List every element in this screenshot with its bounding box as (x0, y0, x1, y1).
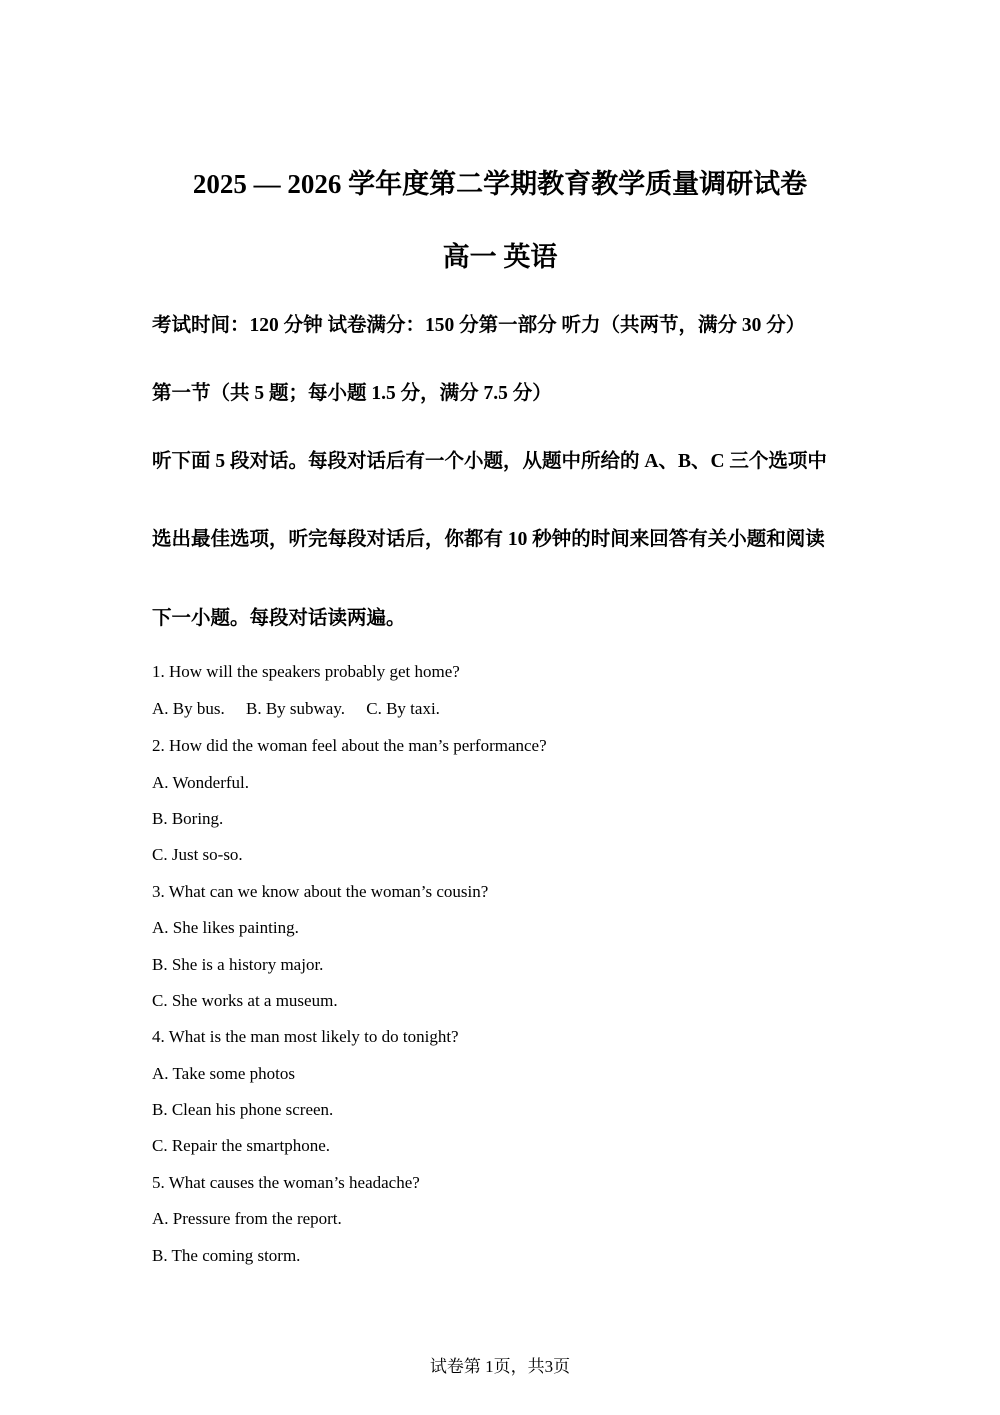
question-stem: 5. What causes the woman’s headache? (152, 1173, 420, 1192)
instruction-line: 听下面 5 段对话。每段对话后有一个小题，从题中所给的 A、B、C 三个选项中 (152, 451, 827, 472)
section-heading: 第一节（共 5 题；每小题 1.5 分，满分 7.5 分） (152, 383, 552, 404)
question-option: B. She is a history major. (152, 955, 324, 974)
instruction-line: 选出最佳选项，听完每段对话后，你都有 10 秒钟的时间来回答有关小题和阅读 (152, 529, 825, 550)
question-option: A. By bus. B. By subway. C. By taxi. (152, 699, 440, 718)
question-option: C. She works at a museum. (152, 991, 338, 1010)
question-stem: 4. What is the man most likely to do tonight? (152, 1027, 459, 1046)
instruction-line: 下一小题。每段对话读两遍。 (152, 608, 406, 629)
question-option: A. Pressure from the report. (152, 1209, 342, 1228)
exam-subtitle: 高一 英语 (442, 242, 558, 272)
question-option: C. Just so-so. (152, 845, 243, 864)
question-option: A. Wonderful. (152, 773, 249, 792)
exam-title: 2025 — 2026 学年度第二学期教育教学质量调研试卷 (192, 169, 808, 199)
question-option: B. Clean his phone screen. (152, 1100, 334, 1119)
question-option: C. Repair the smartphone. (152, 1136, 330, 1155)
question-stem: 1. How will the speakers probably get home? (152, 662, 460, 681)
exam-info: 考试时间：120 分钟 试卷满分：150 分第一部分 听力（共两节，满分 30 分） (152, 315, 806, 336)
question-stem: 2. How did the woman feel about the man’s performance? (152, 736, 547, 755)
question-option: A. Take some photos (152, 1064, 295, 1083)
question-option: B. The coming storm. (152, 1246, 301, 1265)
page-footer: 试卷第 1页，共3页 (429, 1357, 571, 1376)
question-stem: 3. What can we know about the woman’s cousin? (152, 882, 489, 901)
question-option: A. She likes painting. (152, 918, 299, 937)
question-option: B. Boring. (152, 809, 224, 828)
